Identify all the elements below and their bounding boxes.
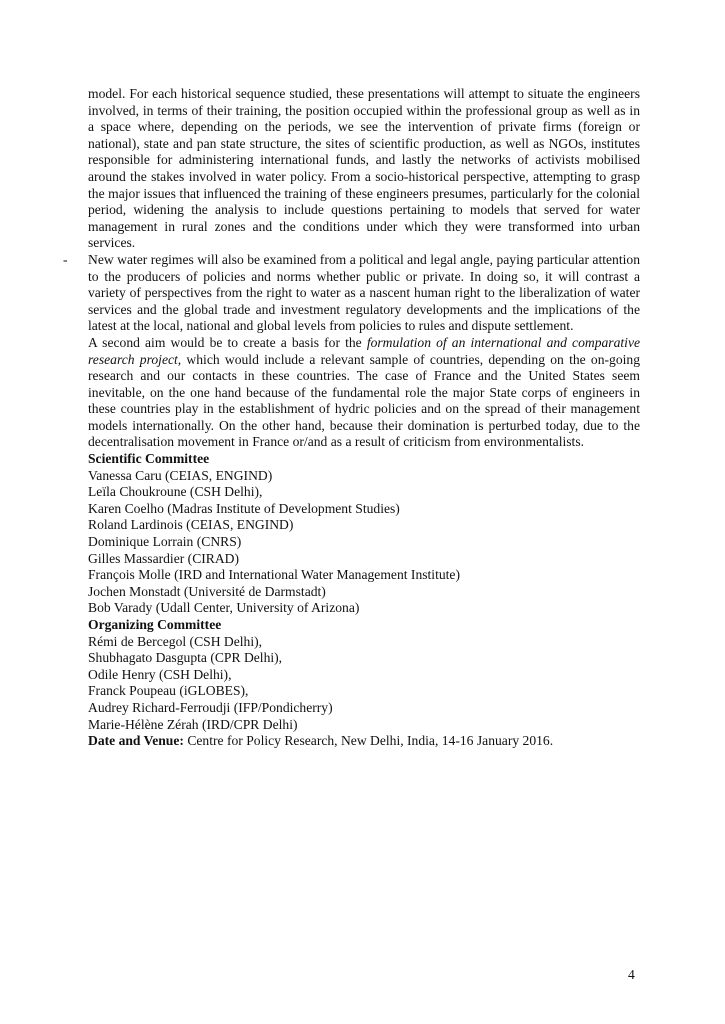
scientific-committee-section bbox=[88, 451, 640, 617]
scientific-committee-member: Karen Coelho (Madras Institute of Development Studies) bbox=[88, 500, 400, 516]
organizing-committee-member: Rémi de Bercegol (CSH Delhi), bbox=[88, 633, 263, 649]
organizing-committee-section bbox=[88, 617, 640, 733]
paragraph-second-aim bbox=[88, 335, 640, 451]
list-dash: - bbox=[63, 251, 68, 267]
organizing-committee-member: Franck Poupeau (iGLOBES), bbox=[88, 683, 249, 699]
scientific-committee-member: Dominique Lorrain (CNRS) bbox=[88, 534, 242, 550]
scientific-committee-member: Jochen Monstadt (Université de Darmstadt) bbox=[88, 583, 326, 599]
organizing-committee-member: Odile Henry (CSH Delhi), bbox=[88, 666, 232, 682]
paragraph-water-regimes-text: New water regimes will also be examined from a political and legal angle, paying particular attention to the producers of policies and norms whether public or private. In doing so, it will contrast a variety of perspectives from the right to water as a nascent human right to the liberalization of water services and the global trade and investment regulatory developments and the implications of the latest at the local, national and global levels from policies to rules and dispute settlement. bbox=[88, 251, 640, 334]
organizing-committee-member: Audrey Richard-Ferroudji (IFP/Pondicherry) bbox=[88, 699, 333, 715]
page-content bbox=[63, 86, 641, 750]
paragraph-second-aim-start: A second aim would be to create a basis for the bbox=[88, 334, 367, 350]
paragraph-engineers: model. For each historical sequence studied, these presentations will attempt to situate the engineers involved, in terms of their training, the position occupied within the professional group as well as in a space where, depending on the periods, we see the intervention of private firms (foreign or national), state and pan state structure, the sites of scientific production, as well as NGOs, institutes responsible for administering international funds, and lastly the networks of activists mobilised around the stakes involved in water policy. From a socio-historical perspective, attempting to grasp the major issues that influenced the training of these engineers presumes, particularly for the colonial period, widening the analysis to include questions pertaining to models that served for water management in rural zones and the conditions under which they were transformed into urban services. bbox=[88, 86, 640, 251]
paragraph-second-aim-end: which would include a relevant sample of countries, depending on the on-going research and our contacts in these countries. The case of France and the United States seem inevitable, on the one hand because of the fundamental role the major State corps of engineers in these countries play in the establishment of hydric policies and on the spread of their management models internationally. On the other hand, because their domination is perturbed today, due to the decentralisation movement in France or/and as a result of criticism from environmentalists. bbox=[88, 351, 640, 450]
date-and-venue-text: Centre for Policy Research, New Delhi, India, 14-16 January 2016. bbox=[183, 733, 554, 749]
organizing-committee-heading: Organizing Committee bbox=[88, 617, 222, 632]
scientific-committee-member: Bob Varady (Udall Center, University of Arizona) bbox=[88, 600, 360, 616]
paragraph-water-regimes bbox=[63, 251, 640, 335]
scientific-committee-member: Vanessa Caru (CEIAS, ENGIND) bbox=[88, 467, 273, 483]
scientific-committee-member: Gilles Massardier (CIRAD) bbox=[88, 550, 240, 566]
date-and-venue-label: Date and Venue: bbox=[88, 733, 184, 749]
date-and-venue bbox=[88, 733, 640, 750]
scientific-committee-member: François Molle (IRD and International Water Management Institute) bbox=[88, 567, 460, 583]
organizing-committee-member: Marie-Hélène Zérah (IRD/CPR Delhi) bbox=[88, 716, 298, 732]
scientific-committee-heading: Scientific Committee bbox=[88, 451, 210, 467]
scientific-committee-member: Leïla Choukroune (CSH Delhi), bbox=[88, 484, 263, 500]
organizing-committee-member: Shubhagato Dasgupta (CPR Delhi), bbox=[88, 650, 283, 666]
paragraph-second-aim-italic: formulation of an international and comparative research project, bbox=[88, 334, 641, 367]
scientific-committee-member: Roland Lardinois (CEIAS, ENGIND) bbox=[88, 517, 294, 533]
page-number: 4 bbox=[628, 967, 635, 982]
